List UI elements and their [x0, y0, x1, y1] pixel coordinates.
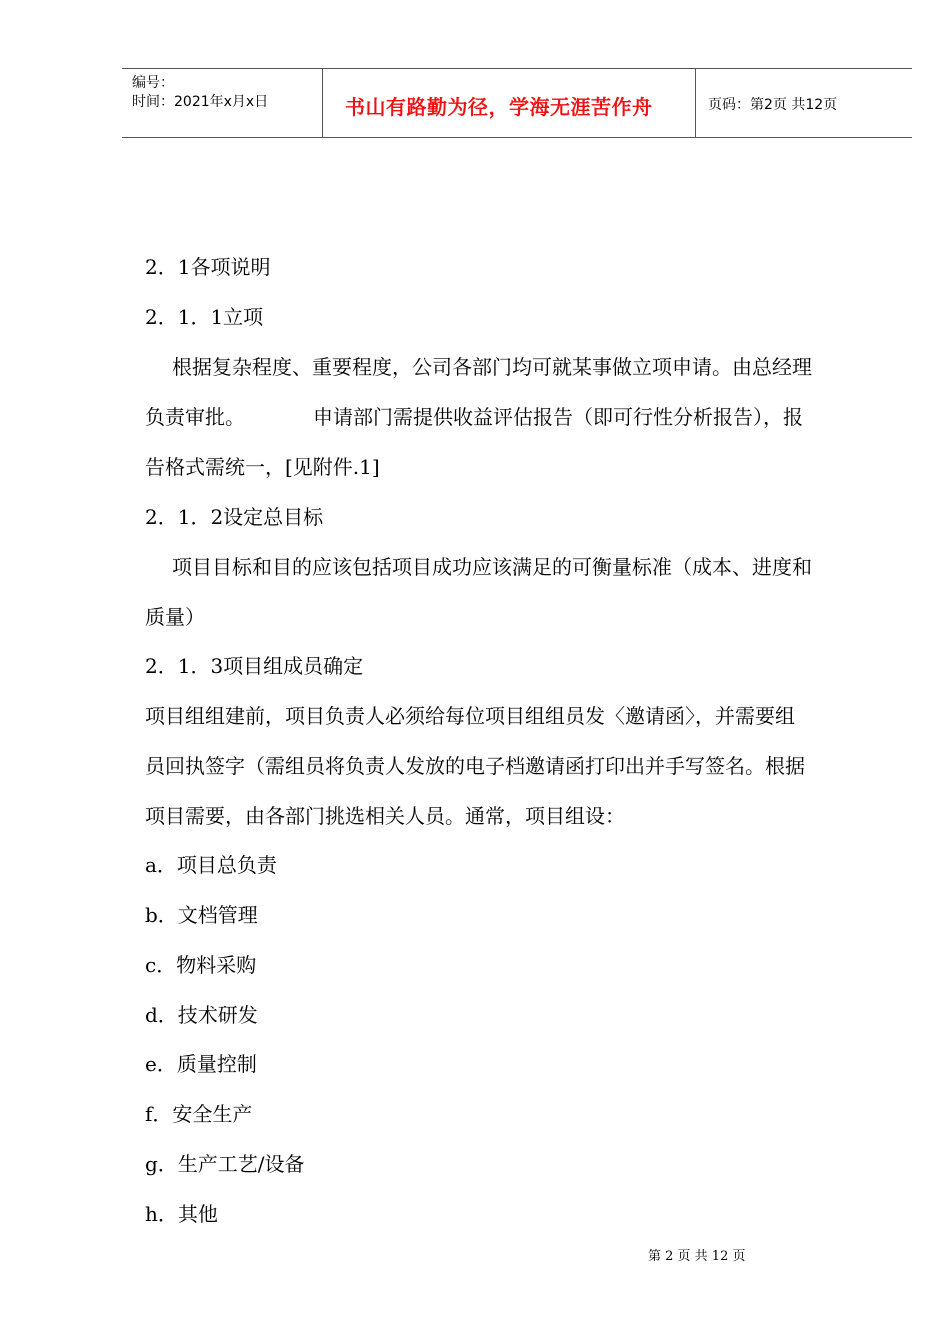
list-item: e．质量控制 [145, 1052, 257, 1076]
paragraph-fragment: 负责审批。 [145, 405, 245, 429]
header-page-number: 页码：第2页 共12页 [708, 97, 838, 113]
header-meta-cell [122, 69, 323, 137]
paragraph-line: 告格式需统一，[见附件.1] [145, 455, 380, 479]
paragraph-line: 项目目标和目的应该包括项目成功应该满足的可衡量标准（成本、进度和 [172, 555, 812, 579]
document-time-label: 时间：2021年x月x日 [132, 94, 269, 110]
page-footer: 第 2 页 共 12 页 [648, 1249, 746, 1264]
list-item: b．文档管理 [145, 903, 258, 927]
section-heading-2-1-3: 2．1．3项目组成员确定 [145, 654, 364, 678]
paragraph-line: 项目需要，由各部门挑选相关人员。通常，项目组设： [145, 804, 625, 828]
list-item: a．项目总负责 [145, 853, 277, 877]
list-item: c．物料采购 [145, 953, 257, 977]
section-heading-2-1-1: 2．1．1立项 [145, 305, 264, 329]
section-heading-2-1: 2．1各项说明 [145, 255, 271, 279]
section-heading-2-1-2: 2．1．2设定总目标 [145, 505, 324, 529]
list-item: h．其他 [145, 1202, 218, 1226]
paragraph-line: 项目组组建前，项目负责人必须给每位项目组组员发〈邀请函〉，并需要组 [145, 704, 795, 728]
list-item: f．安全生产 [145, 1102, 253, 1126]
paragraph-line: 根据复杂程度、重要程度，公司各部门均可就某事做立项申请。由总经理 [172, 355, 812, 379]
paragraph-line: 员回执签字（需组员将负责人发放的电子档邀请函打印出并手写签名。根据 [145, 754, 805, 778]
header-motto-cell [323, 69, 696, 137]
paragraph-line: 质量） [145, 605, 205, 629]
header-motto: 书山有路勤为径，学海无涯苦作舟 [345, 95, 653, 119]
document-number-label: 编号： [132, 75, 174, 91]
paragraph-fragment: 申请部门需提供收益评估报告（即可行性分析报告），报 [313, 405, 803, 429]
header-page-cell [696, 69, 912, 137]
list-item: d．技术研发 [145, 1003, 258, 1027]
page-header [122, 68, 912, 138]
list-item: g．生产工艺/设备 [145, 1152, 305, 1176]
paragraph-line [145, 403, 803, 431]
